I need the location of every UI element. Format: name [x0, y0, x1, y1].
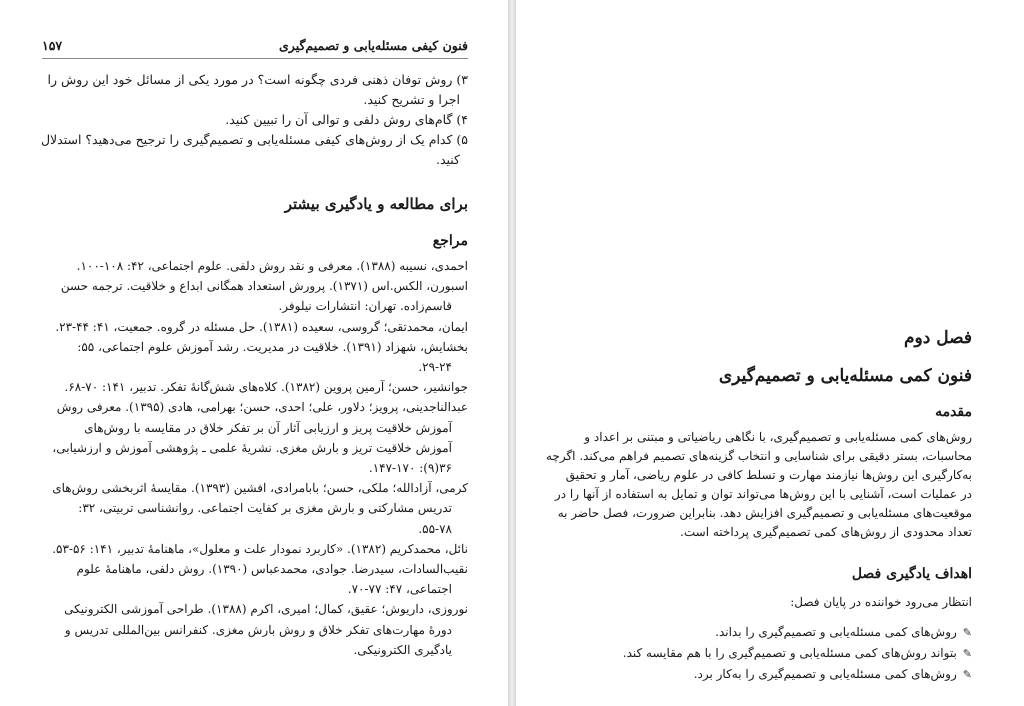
- question-line: ۳) روش توفان ذهنی فردی چگونه است؟ در مورد یکی از مسائل خود این روش را: [47, 72, 468, 87]
- reference-line: قاسم‌زاده. تهران: انتشارات نیلوفر.: [278, 299, 452, 314]
- reference-line: نوروزی، داریوش؛ عقیق، کمال؛ امیری، اکرم (۱۳۸۸). طراحی آموزشی الکترونیکی: [64, 602, 468, 617]
- intro-line: روش‌های کمی مسئله‌یابی و تصمیم‌گیری، با نگاهی ریاضیاتی و مبتنی بر اعداد و: [584, 430, 972, 444]
- intro-heading: مقدمه: [935, 404, 972, 420]
- question-line: ۴) گام‌های روش دلفی و توالی آن را تبیین کنید.: [225, 112, 468, 127]
- reference-line: دورهٔ مهارت‌های تفکر خلاق و روش بارش مغزی. کنفرانس بین‌المللی تدریس و: [64, 622, 452, 637]
- page-number: ۱۵۷: [42, 38, 63, 53]
- intro-line: محاسبات، بستر دقیقی برای شناسایی و انتخاب گزینه‌های تصمیم فراهم می‌کند. اگرچه: [545, 449, 972, 463]
- question-line: اجرا و تشریح کنید.: [363, 92, 460, 107]
- book-gutter: [508, 0, 516, 706]
- goals-intro: انتظار می‌رود خواننده در پایان فصل:: [790, 595, 972, 609]
- intro-line: موقعیت‌های مسئله‌یابی و تصمیم‌گیری افزایش دهد. بنابراین ضرورت، فصل حاضر به: [557, 506, 972, 520]
- question-line: کنید.: [435, 152, 460, 167]
- chapter-title: فنون کمی مسئله‌یابی و تصمیم‌گیری: [718, 366, 972, 386]
- reference-line: جوانشیر، حسن؛ آرمین پروین (۱۳۸۲). کلاه‌های شش‌گانهٔ تفکر. تدبیر، ۱۴۱: ۷۰-۶۸.: [64, 380, 468, 395]
- reference-line: عبدالناجدینی، پرویز؛ دلاور، علی؛ احدی، حسن؛ بهرامی، هادی (۱۳۹۵). معرفی روش: [56, 400, 468, 415]
- reference-line: آموزش خلاقیت تریز و بارش مغزی. نشریهٔ علمی ـ پژوهشی آموزش و ارزشیابی،: [52, 440, 452, 455]
- pencil-bullet-icon: ✎: [962, 647, 972, 660]
- running-header: [42, 38, 468, 59]
- reference-line: احمدی، نسیبه (۱۳۸۸). معرفی و نقد روش دلفی. علوم اجتماعی، ۴۲: ۱۰۸-۱۰۰.: [76, 259, 468, 273]
- goal-item: [572, 622, 972, 643]
- pencil-bullet-icon: ✎: [962, 668, 972, 681]
- goal-text: بتواند روش‌های کمی مسئله‌یابی و تصمیم‌گیری را با هم مقایسه کند.: [622, 646, 957, 660]
- review-questions: [38, 70, 468, 170]
- reference-line: ۳۶(۹): ۱۴۷-۱۷۰.: [368, 461, 452, 476]
- running-header-title: فنون کیفی مسئله‌یابی و تصمیم‌گیری: [279, 38, 468, 53]
- reference-line: اسبورن، الکس.اس (۱۳۷۱). پرورش استعداد همگانی ابداع و خلاقیت. ترجمه حسن: [60, 279, 468, 294]
- section-heading: برای مطالعه و یادگیری بیشتر: [284, 195, 468, 213]
- goal-item: [572, 643, 972, 664]
- reference-line: نائل، محمدکریم (۱۳۸۲). «کاربرد نمودار علت و معلول»، ماهنامهٔ تدبیر، ۱۴۱: ۵۶-۵۳.: [52, 541, 468, 556]
- right-page: [516, 0, 1024, 706]
- reference-line: یادگیری الکترونیکی.: [353, 642, 452, 657]
- intro-line: در عملیات است، آشنایی با این روش‌ها می‌تواند توان و تمایل به استفاده از آنها را در: [554, 487, 972, 501]
- reference-line: بخشایش، شهزاد (۱۳۹۱). خلاقیت در مدیریت. رشد آموزش علوم اجتماعی، ۵۵:: [77, 339, 468, 354]
- intro-line: تعداد محدودی از روش‌های کمی تصمیم‌گیری پرداخته است.: [680, 525, 972, 539]
- goals-list: [572, 622, 972, 685]
- reference-line: ۲۹-۲۴.: [418, 360, 452, 375]
- intro-paragraph: [545, 428, 972, 542]
- goals-heading: اهداف یادگیری فصل: [851, 566, 972, 582]
- goal-text: روش‌های کمی مسئله‌یابی و تصمیم‌گیری را بداند.: [715, 625, 957, 639]
- goal-item: [572, 664, 972, 685]
- reference-line: ۵۵-۷۸.: [418, 521, 452, 536]
- left-page: [0, 0, 508, 706]
- intro-line: به‌کارگیری این روش‌ها نیازمند مهارت و تسلط کافی در علوم ریاضی، آمار و تحقیق: [565, 468, 972, 482]
- reference-line: ایمان، محمدتقی؛ گروسی، سعیده (۱۳۸۱). حل مسئله در گروه. جمعیت، ۴۱: ۴۴-۲۳.: [55, 319, 468, 334]
- reference-line: تدریس مشارکتی و بارش مغزی بر کفایت اجتماعی. روانشناسی تربیتی، ۳۲:: [78, 501, 452, 516]
- goal-text: روش‌های کمی مسئله‌یابی و تصمیم‌گیری را به‌کار برد.: [693, 667, 957, 681]
- reference-line: اجتماعی، ۴۷: ۷۷-۷۰.: [347, 582, 452, 597]
- question-line: ۵) کدام یک از روش‌های کیفی مسئله‌یابی و تصمیم‌گیری را ترجیح می‌دهید؟ استدلال: [40, 132, 468, 147]
- reference-line: آموزش خلاقیت پریز و ارزیابی آثار آن بر تفکر خلاق در مقایسه با روش‌های: [84, 420, 452, 435]
- references-heading: مراجع: [432, 233, 468, 249]
- references-list: [38, 256, 468, 660]
- chapter-number: فصل دوم: [904, 328, 972, 348]
- reference-line: نقیب‌السادات، سیدرضا. جوادی، محمدعباس (۱۳۹۰). روش دلفی، ماهنامهٔ علوم: [76, 562, 468, 577]
- reference-line: کرمی، آزادالله؛ ملکی، حسن؛ بابامرادی، افشین (۱۳۹۳). مقایسهٔ اثربخشی روش‌های: [52, 481, 468, 496]
- pencil-bullet-icon: ✎: [962, 626, 972, 639]
